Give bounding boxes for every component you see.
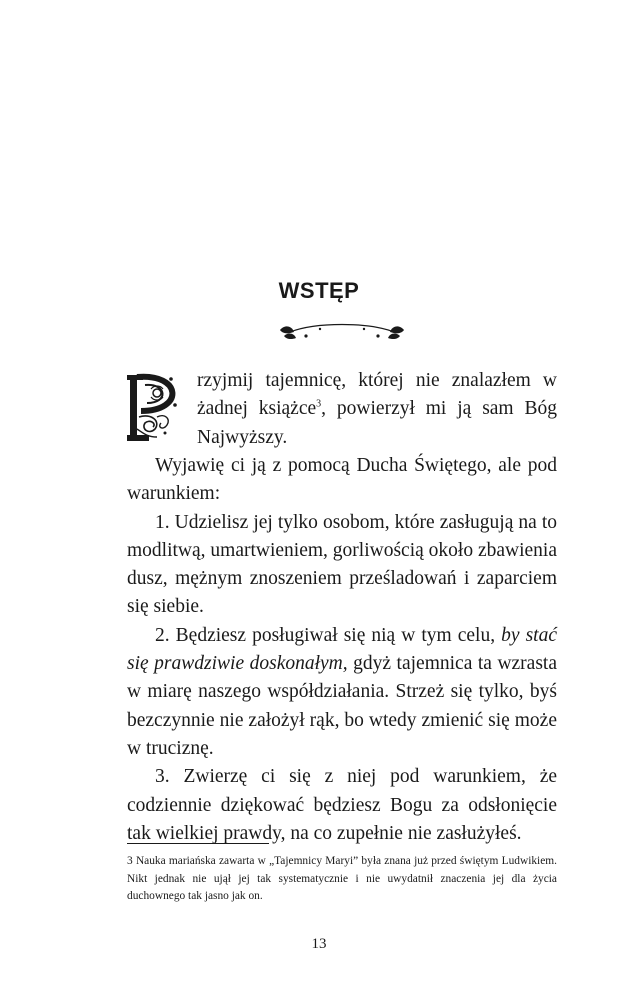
floral-divider-icon xyxy=(276,318,408,346)
ornamental-dropcap-p-icon xyxy=(127,371,187,445)
paragraph-3: 1. Udzielisz jej tylko osobom, które zasługują na to modlitwą, umartwieniem, gorliwością około zbawienia dusz, mężnym znoszeniem prześladowań i zaparciem się siebie. xyxy=(127,511,557,618)
paragraph-4: 2. Będziesz posługiwał się nią w tym celu, by stać się prawdziwie doskonałym, gdyż tajemnica ta wzrasta w miarę naszego współdziałania. Strzeż się tylko, byś bezczynnie nie założył rąk, bo wtedy zmienić się może w truciznę. xyxy=(127,624,557,759)
paragraph-5: 3. Zwierzę ci się z niej pod warunkiem, że codziennie dziękować będziesz Bogu za odsłonięcie tak wielkiej prawdy, na co zupełnie nie zasłużyłeś. xyxy=(127,766,557,844)
emphasis: by stać się prawdziwie doskonałym, xyxy=(127,624,557,675)
page-number: 13 xyxy=(311,936,327,952)
chapter-heading: WSTĘP xyxy=(278,278,360,303)
footnote: 3 Nauka mariańska zawarta w „Tajemnicy Maryi” była znana już przed świętym Ludwikiem. Nikt jednak nie ujął jej tak systematycznie i nie uwydatnił znaczenia jej dla życia duchownego tak jasno jak on. xyxy=(127,855,557,902)
paragraph-1: rzyjmij tajemnicę, której nie znalazłem w żadnej książce$^3$, powierzył mi ją sam Bóg Najwyższy. xyxy=(197,370,557,448)
first-paragraph xyxy=(127,367,557,452)
footnote-ref[interactable]: 3 xyxy=(316,398,322,410)
body-text xyxy=(127,367,557,848)
paragraph-2: Wyjawię ci ją z pomocą Ducha Świętego, ale pod warunkiem: xyxy=(127,455,557,505)
footnote-separator xyxy=(127,843,269,844)
